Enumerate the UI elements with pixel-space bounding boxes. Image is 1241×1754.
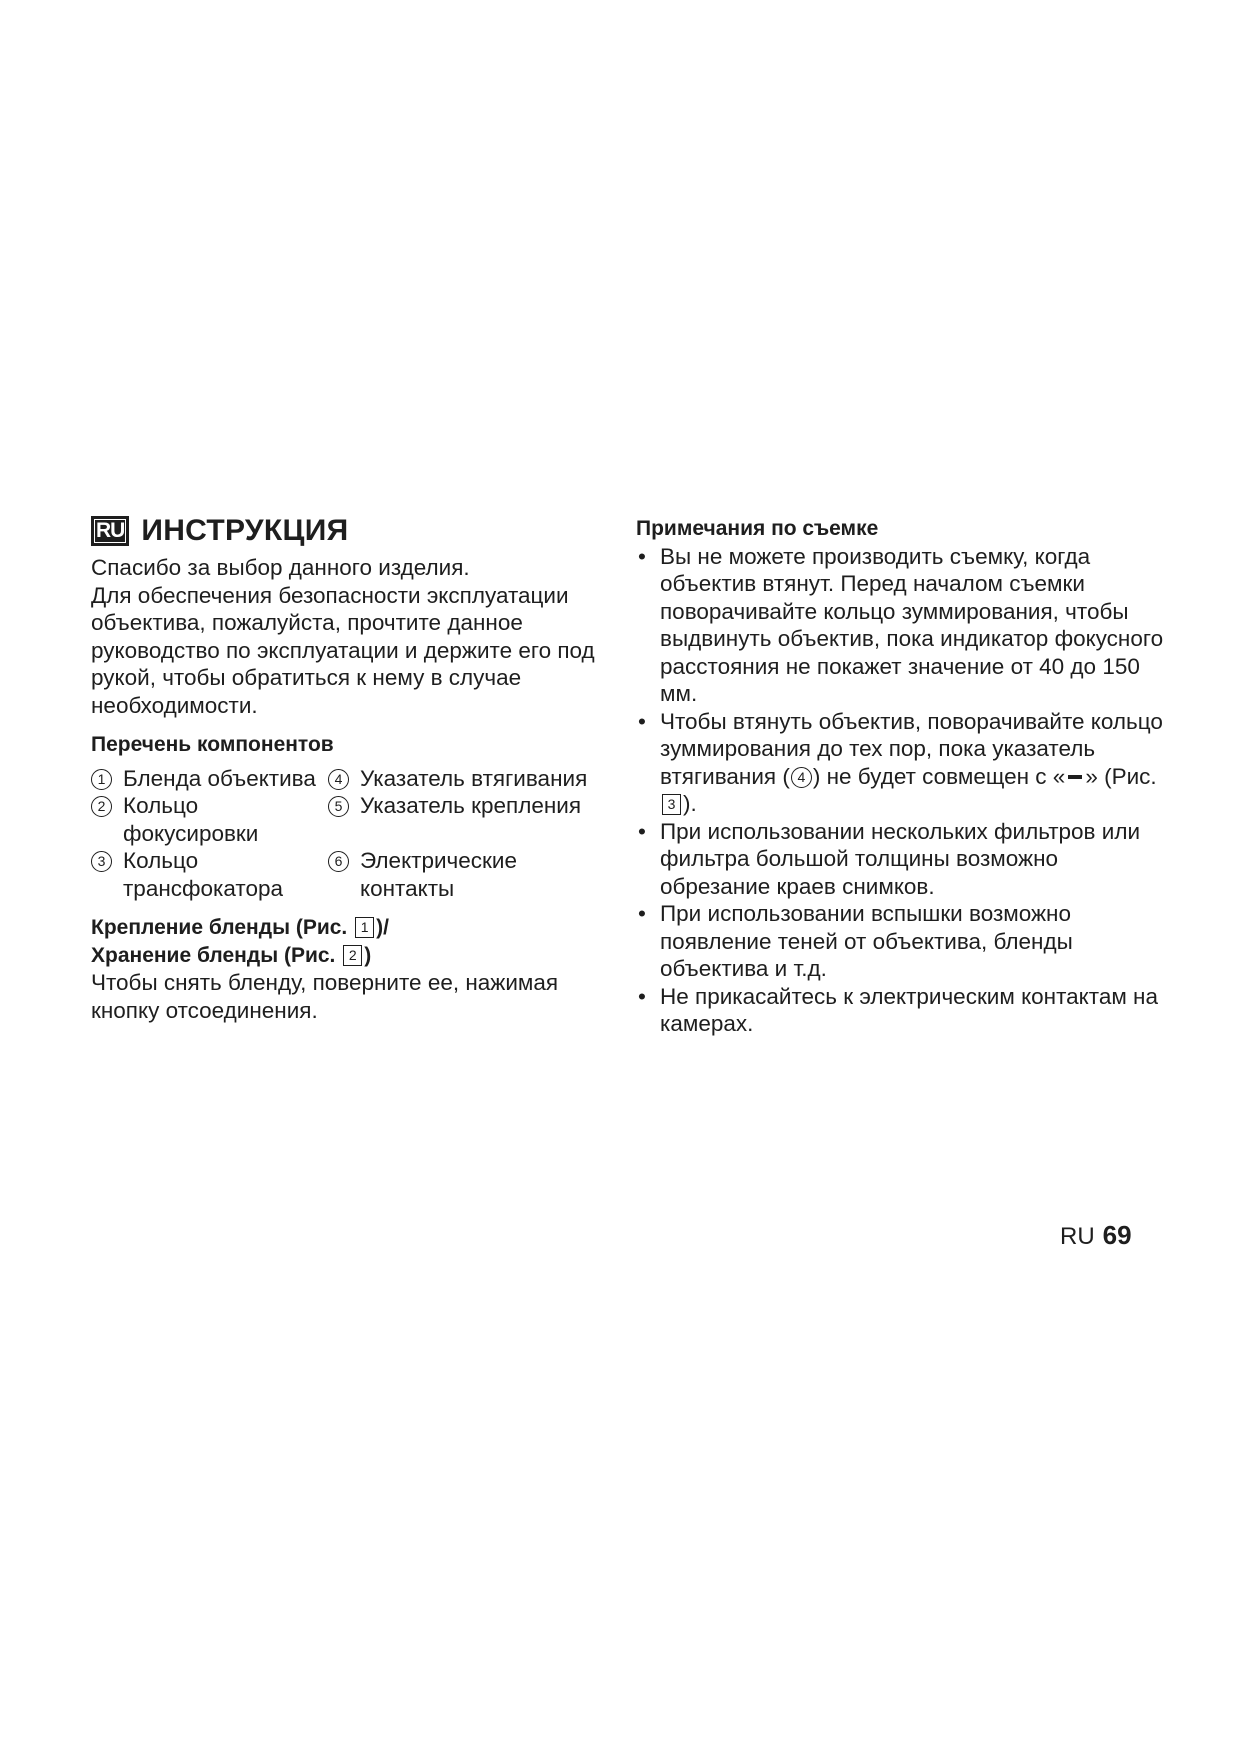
list-item: • Не прикасайтесь к электрическим контактам на камерах. bbox=[636, 983, 1166, 1038]
page-footer bbox=[1060, 1220, 1132, 1252]
component-label: Кольцо фокусировки bbox=[123, 793, 259, 846]
component-label: Бленда объектива bbox=[123, 765, 316, 791]
notes-heading: Примечания по съемке bbox=[636, 517, 879, 540]
component-item bbox=[328, 847, 621, 902]
figure-number-box: 2 bbox=[343, 945, 362, 966]
list-item: • При использовании вспышки возможно появление теней от объектива, бленды объектива и т.д. bbox=[636, 900, 1166, 983]
figure-number-box: 1 bbox=[355, 917, 374, 938]
bullet2-text-4: ). bbox=[683, 791, 697, 816]
circled-number: 4 bbox=[328, 769, 349, 790]
intro-thanks: Спасибо за выбор данного изделия. bbox=[91, 555, 470, 580]
circled-number: 3 bbox=[91, 851, 112, 872]
intro-safety: Для обеспечения безопасности эксплуатации объектива, пожалуйста, прочтите данное руководство по эксплуатации и держите его под рукой, чтобы обратиться к нему в случае необходимости. bbox=[91, 582, 595, 718]
component-item bbox=[91, 792, 328, 847]
circled-number: 4 bbox=[791, 767, 812, 788]
bullet2-text-3: » (Рис. bbox=[1085, 763, 1157, 789]
component-item bbox=[328, 765, 621, 793]
footer-lang: RU bbox=[1060, 1223, 1095, 1250]
component-label: Указатель втягивания bbox=[360, 765, 588, 791]
list-item: • Вы не можете производить съемку, когда объектив втянут. Перед началом съемки поворачивайте кольцо зуммирования, чтобы выдвинуть объектив, пока индикатор фокусного расстояния не покажет значение от 40 до 150 мм. bbox=[636, 543, 1166, 708]
left-column bbox=[91, 510, 621, 1024]
list-item: • При использовании нескольких фильтров или фильтра большой толщины возможно обрезание краев снимков. bbox=[636, 818, 1166, 901]
component-label: Указатель крепления bbox=[360, 793, 582, 818]
hood-attach-heading bbox=[91, 914, 621, 942]
language-badge: RU bbox=[91, 516, 129, 546]
figure-number-box: 3 bbox=[662, 794, 681, 815]
hood-text: Чтобы снять бленду, поверните ее, нажимая кнопку отсоединения. bbox=[91, 970, 559, 1023]
component-label: Электрические контакты bbox=[360, 848, 517, 901]
bullet2-text-2: ) не будет совмещен с « bbox=[812, 763, 1066, 789]
bullet2-text-1: Чтобы втянуть объектив, поворачивайте кольцо зуммирования до тех пор, пока указатель втягивания ( bbox=[660, 708, 1163, 789]
circled-number: 1 bbox=[91, 769, 112, 790]
circled-number: 5 bbox=[328, 796, 349, 817]
component-item bbox=[91, 847, 328, 902]
right-column bbox=[636, 510, 1166, 1038]
hood-section bbox=[91, 914, 621, 1024]
list-item bbox=[636, 708, 1166, 818]
hood-store-heading bbox=[91, 942, 621, 970]
hood-store-text: Хранение бленды (Рис. bbox=[91, 943, 336, 967]
title-row bbox=[91, 510, 621, 552]
component-item bbox=[91, 765, 328, 793]
circled-number: 2 bbox=[91, 796, 112, 817]
component-label: Кольцо трансфокатора bbox=[123, 848, 283, 901]
retract-mark-icon bbox=[1068, 775, 1082, 779]
hood-store-end: ) bbox=[364, 943, 372, 967]
page-title: ИНСТРУКЦИЯ bbox=[141, 514, 349, 547]
hood-attach-text: Крепление бленды (Рис. bbox=[91, 916, 348, 939]
components-list bbox=[91, 765, 621, 903]
hood-attach-end: )/ bbox=[376, 916, 389, 939]
components-heading: Перечень компонентов bbox=[91, 733, 334, 756]
notes-list bbox=[636, 543, 1166, 1038]
circled-number: 6 bbox=[328, 851, 349, 872]
page-number: 69 bbox=[1102, 1220, 1132, 1250]
component-item bbox=[328, 792, 621, 847]
